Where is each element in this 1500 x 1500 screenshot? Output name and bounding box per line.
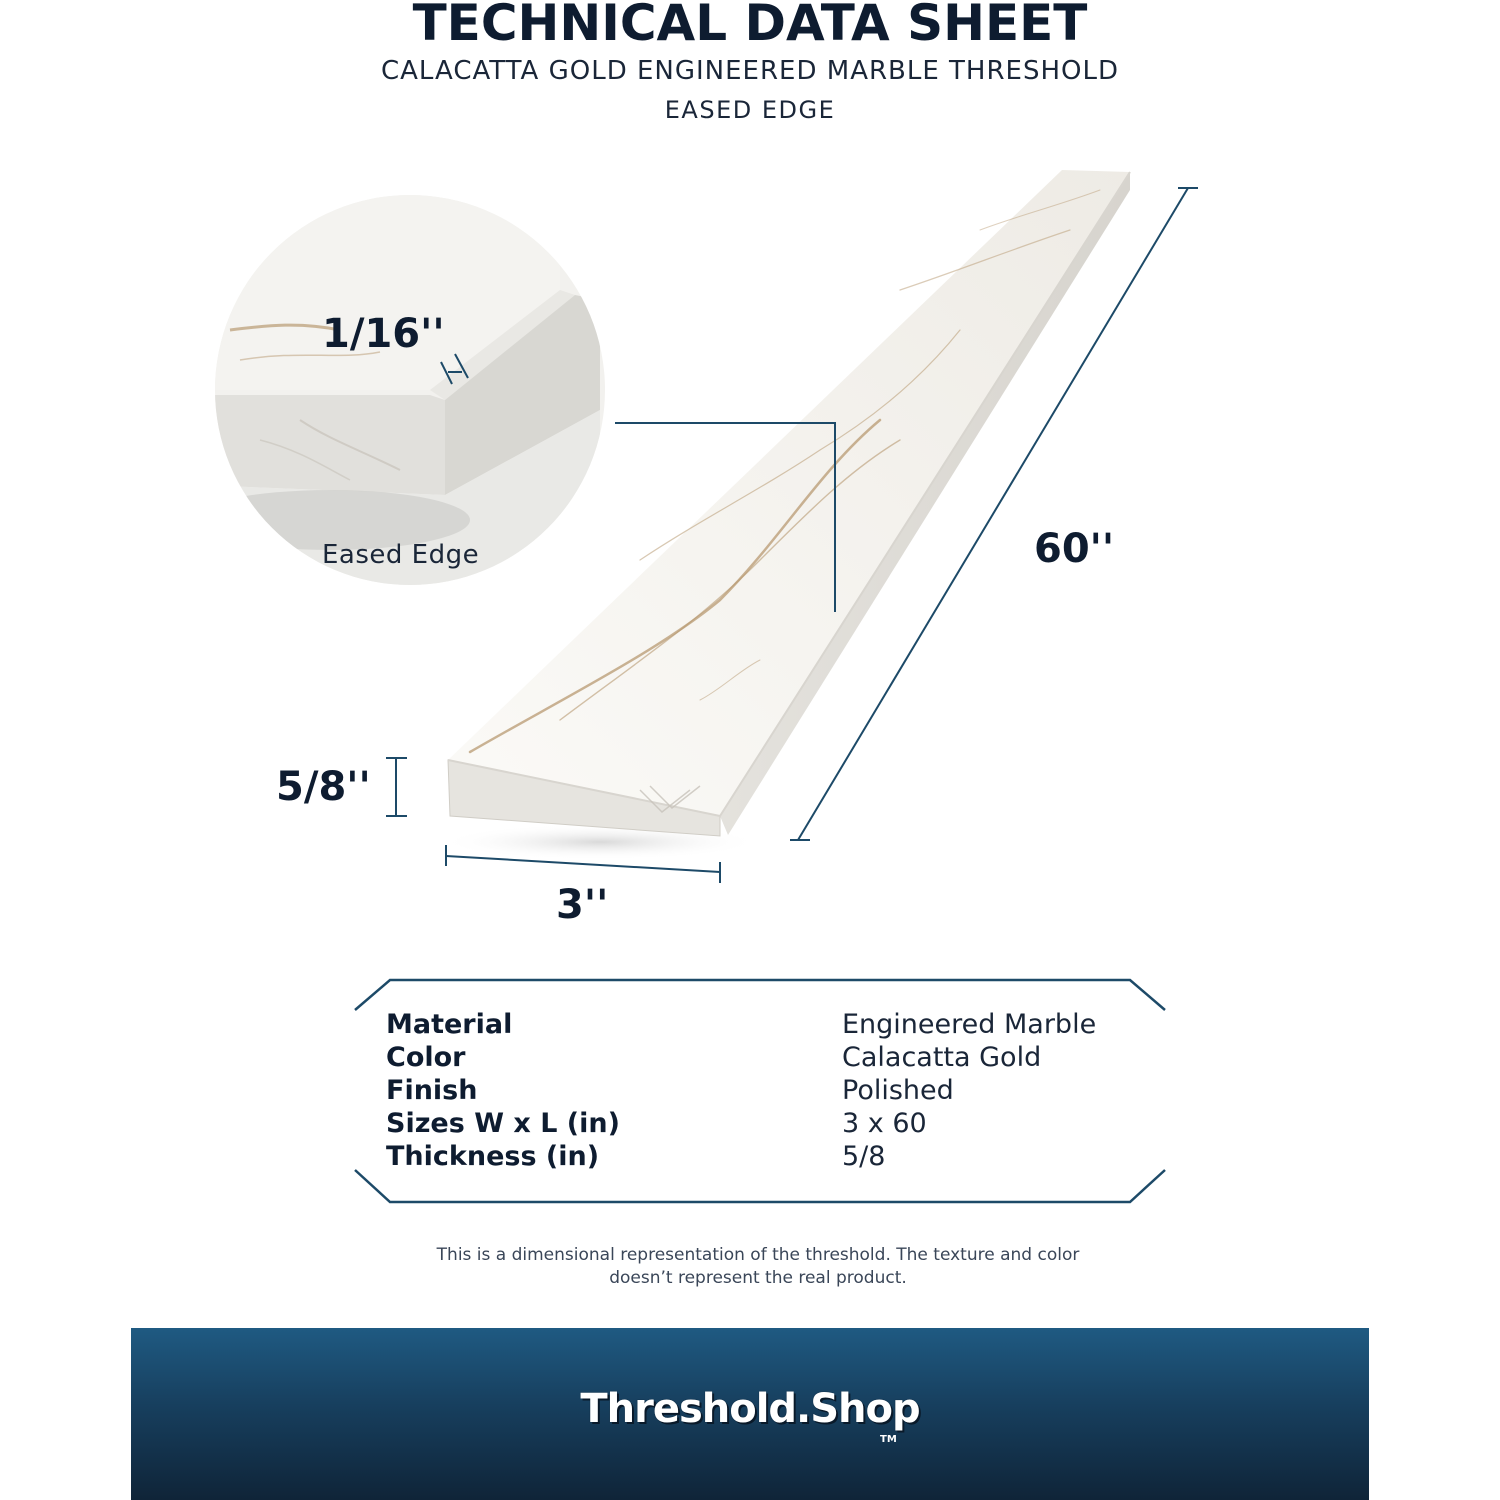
edge-type-label: EASED EDGE (664, 96, 836, 124)
product-subtitle: CALACATTA GOLD ENGINEERED MARBLE THRESHOLD (380, 56, 1120, 86)
spec-label: Sizes W x L (in) (386, 1108, 620, 1139)
disclaimer-line-1: This is a dimensional representation of the threshold. The texture and color (436, 1245, 1080, 1265)
spec-value: Polished (842, 1075, 954, 1106)
thickness-dimension-label: 5/8'' (276, 764, 371, 810)
disclaimer-text (350, 1244, 1166, 1290)
spec-label: Color (386, 1042, 466, 1073)
spec-value: Calacatta Gold (842, 1042, 1042, 1073)
spec-table (386, 1008, 1166, 1173)
footer-banner (131, 1328, 1369, 1500)
brand-logo: Threshold.Shop (580, 1386, 920, 1432)
width-dimension-label: 3'' (556, 882, 609, 928)
page-title: TECHNICAL DATA SHEET (412, 0, 1088, 52)
spec-value: 3 x 60 (842, 1108, 927, 1139)
spec-label: Finish (386, 1075, 478, 1106)
length-dimension-label: 60'' (1034, 526, 1115, 572)
spec-label: Material (386, 1009, 513, 1040)
trademark-mark: TM (880, 1434, 897, 1445)
spec-row-sizes (386, 1107, 1166, 1140)
zoom-caption: Eased Edge (322, 540, 480, 570)
spec-row-finish (386, 1074, 1166, 1107)
spec-row-thickness (386, 1140, 1166, 1173)
disclaimer-line-2: doesn’t represent the real product. (609, 1268, 907, 1288)
spec-row-color (386, 1041, 1166, 1074)
thickness-dimension-line (386, 758, 407, 816)
spec-row-material (386, 1008, 1166, 1041)
edge-zoom-view (190, 190, 620, 590)
spec-value: Engineered Marble (842, 1009, 1097, 1040)
ease-dimension-label: 1/16'' (322, 311, 445, 357)
spec-label: Thickness (in) (386, 1141, 600, 1172)
spec-value: 5/8 (842, 1141, 886, 1172)
